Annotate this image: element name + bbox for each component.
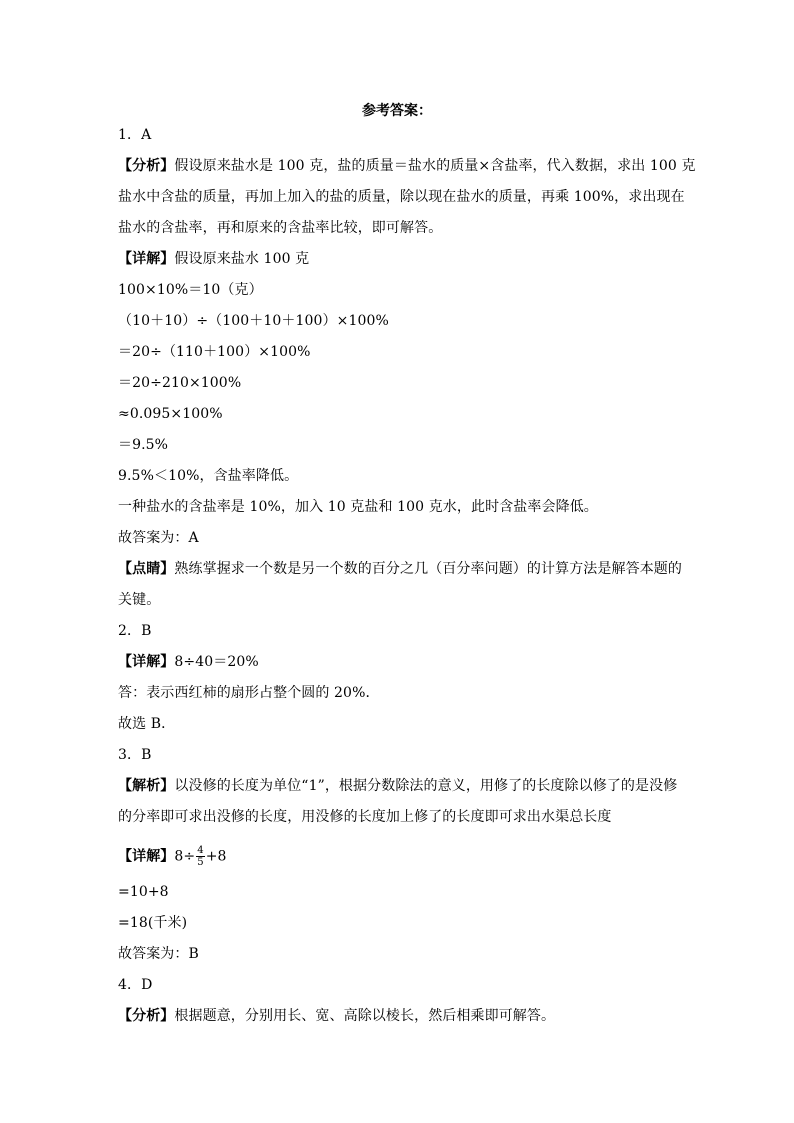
detail-tag: 【详解】	[118, 251, 175, 267]
q2-detail-line: 【详解】8÷40＝20%	[118, 654, 259, 670]
q4-analysis-line-1: 【分析】根据题意，分别用长、宽、高除以棱长，然后相乘即可解答。	[118, 1008, 556, 1024]
q1-compare: 9.5%＜10%，含盐率降低。	[118, 468, 299, 484]
q2-reply: 答：表示西红柿的扇形占整个圆的 20%．	[118, 685, 380, 701]
analysis-tag: 【解析】	[118, 778, 175, 794]
q1-answer: 故答案为：A	[118, 530, 199, 546]
point-tag: 【点睛】	[118, 561, 175, 577]
q1-calc-4: ＝20÷210×100%	[118, 375, 242, 391]
q1-analysis-line-1: 【分析】假设原来盐水是 100 克，盐的质量＝盐水的质量×含盐率，代入数据，求出 100 克	[118, 158, 696, 174]
fraction-denominator: 5	[197, 857, 204, 868]
q1-calc-5: ≈0.095×100%	[118, 406, 223, 422]
q1-analysis-line-2: 盐水中含盐的质量，再加上加入的盐的质量，除以现在盐水的质量，再乘 100%，求出现在	[118, 189, 685, 205]
q1-summary: 一种盐水的含盐率是 10%，加入 10 克盐和 100 克水，此时含盐率会降低。	[118, 499, 598, 515]
q2-heading: 2．B	[118, 623, 152, 639]
q3-calc-1: =10+8	[118, 884, 169, 900]
q3-heading: 3．B	[118, 747, 152, 763]
q3-detail-line: 【详解】8÷ $\frac{4}{5}$ +8	[118, 845, 227, 868]
q1-calc-6: ＝9.5%	[118, 437, 169, 453]
fraction-numerator: 4	[197, 845, 204, 856]
fraction	[196, 845, 204, 868]
q1-calc-3: ＝20÷（110＋100）×100%	[118, 344, 311, 360]
q1-detail-line: 【详解】假设原来盐水 100 克	[118, 251, 310, 267]
q1-point-line-2: 关键。	[118, 592, 161, 608]
page-title: 参考答案：	[362, 103, 432, 119]
q1-calc-1: 100×10%＝10（克）	[118, 282, 263, 298]
analysis-tag: 【分析】	[118, 158, 175, 174]
detail-tag: 【详解】	[118, 848, 175, 865]
q3-calc-2: =18(千米)	[118, 915, 188, 931]
q1-analysis-line-3: 盐水的含盐率，再和原来的含盐率比较，即可解答。	[118, 220, 443, 236]
analysis-tag: 【分析】	[118, 1008, 175, 1024]
q3-analysis-line-1: 【解析】以没修的长度为单位“1”，根据分数除法的意义，用修了的长度除以修了的是没修	[118, 778, 678, 794]
detail-tag: 【详解】	[118, 654, 175, 670]
q2-answer: 故选 B．	[118, 716, 176, 732]
q4-heading: 4．D	[118, 977, 153, 993]
q1-calc-2: （10＋10）÷（100＋10＋100）×100%	[118, 313, 389, 329]
q1-heading: 1．A	[118, 127, 152, 143]
q3-analysis-line-2: 的分率即可求出没修的长度，用没修的长度加上修了的长度即可求出水渠总长度	[118, 809, 612, 825]
q3-answer: 故答案为：B	[118, 946, 199, 962]
q1-point-line-1: 【点睛】熟练掌握求一个数是另一个数的百分之几（百分率问题）的计算方法是解答本题的	[118, 561, 683, 577]
